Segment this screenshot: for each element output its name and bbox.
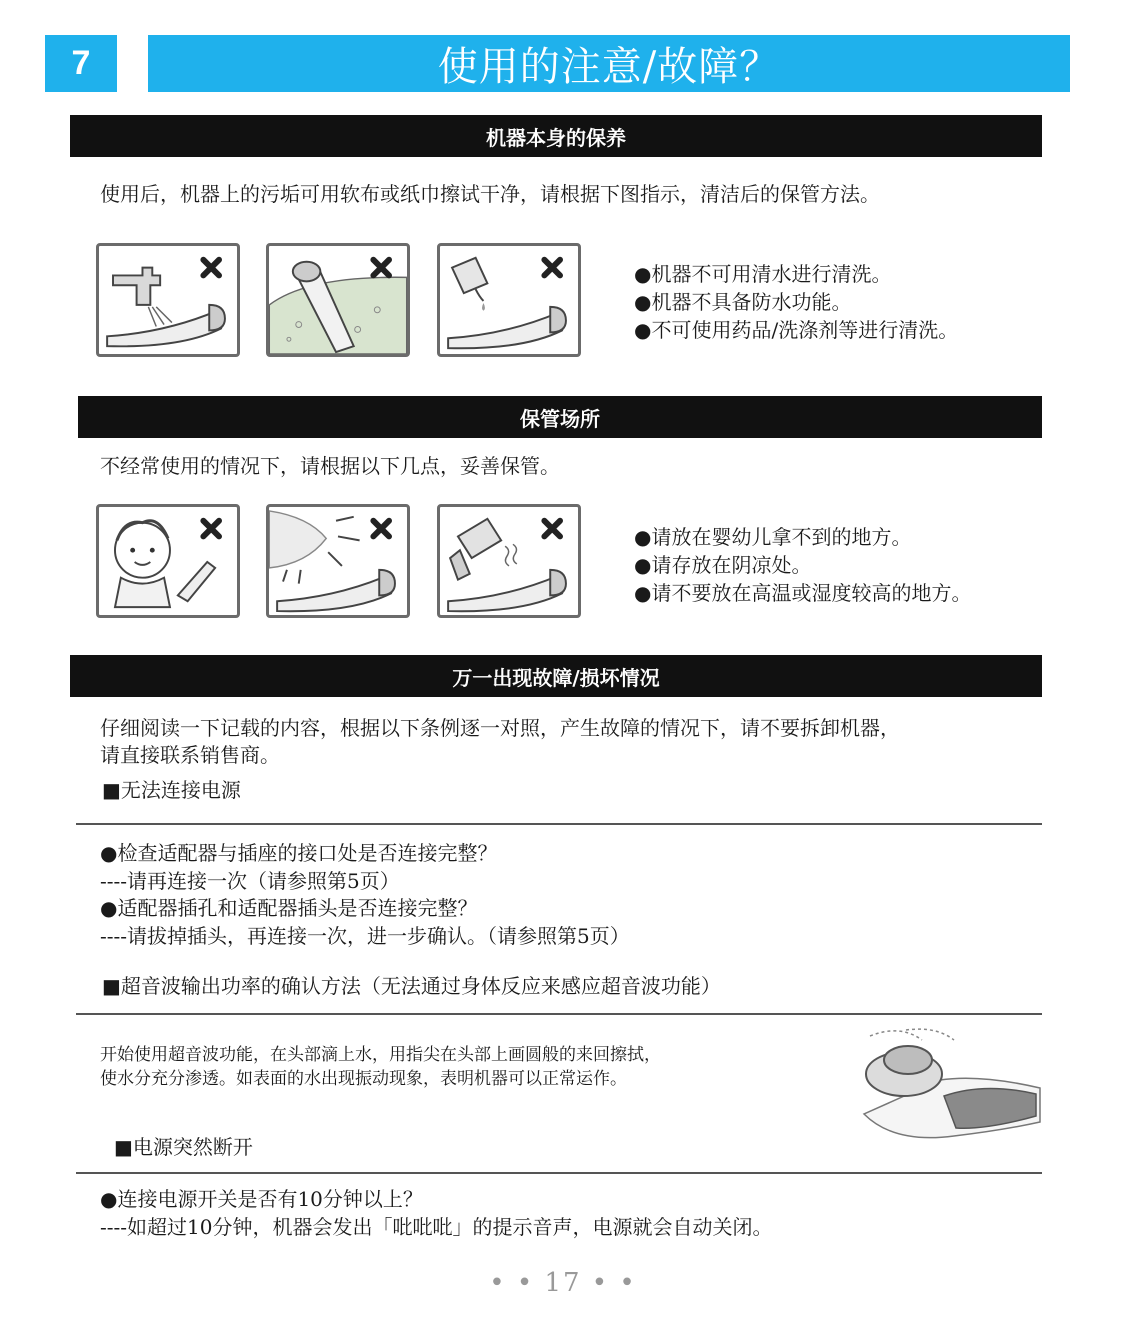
maintenance-bullet-list (634, 260, 958, 344)
issue-title-power-off: ■电源突然断开 (114, 1135, 253, 1159)
divider (76, 1172, 1042, 1174)
section-heading-troubleshooting: 万一出现故障/损坏情况 (70, 655, 1042, 697)
divider (76, 823, 1042, 825)
section-heading-storage: 保管场所 (78, 396, 1042, 438)
issue-line: ●适配器插孔和适配器插头是否连接完整？ (100, 896, 478, 920)
list-item: ●机器不具备防水功能。 (634, 290, 852, 314)
list-item: ●不可使用药品/洗涤剂等进行清洗。 (634, 318, 959, 342)
storage-bullet-list (634, 523, 971, 607)
issue-line: ----请再连接一次（请参照第5页） (100, 869, 400, 893)
issue-line: ----请拔掉插头，再连接一次，进一步确认。（请参照第5页） (100, 924, 630, 948)
issue-line: ●检查适配器与插座的接口处是否连接完整？ (100, 841, 498, 865)
section-heading-maintenance: 机器本身的保养 (70, 115, 1042, 157)
chemical-detergent-icon (437, 243, 581, 357)
issue-line: 开始使用超音波功能，在头部滴上水，用指尖在头部上画圆般的来回擦拭， (100, 1045, 661, 1065)
divider (76, 1013, 1042, 1015)
child-reach-icon (96, 504, 240, 618)
list-item: ●请存放在阴凉处。 (634, 553, 812, 577)
page-title: 使用的注意/故障？ (148, 35, 1070, 92)
list-item: ●请放在婴幼儿拿不到的地方。 (634, 525, 912, 549)
issue-line: 使水分充分渗透。如表面的水出现振动现象，表明机器可以正常运作。 (100, 1069, 627, 1089)
page-number: • • 17 • • (489, 1268, 637, 1298)
section-intro-maintenance: 使用后，机器上的污垢可用软布或纸巾擦试干净，请根据下图指示，清洁后的保管方法。 (100, 182, 880, 206)
section-intro-storage: 不经常使用的情况下，请根据以下几点，妥善保管。 (100, 454, 560, 478)
device-head-illustration-icon (856, 1024, 1044, 1144)
issue-line: ●连接电源开关是否有10分钟以上？ (100, 1187, 423, 1211)
troubleshooting-intro-line1: 仔细阅读一下记载的内容，根据以下条例逐一对照，产生故障的情况下，请不要拆卸机器， (100, 716, 900, 740)
faucet-water-icon (96, 243, 240, 357)
chapter-number-badge: 7 (45, 35, 117, 92)
list-item: ●请不要放在高温或湿度较高的地方。 (634, 581, 972, 605)
issue-line: ----如超过10分钟，机器会发出「吡吡吡」的提示音声，电源就会自动关闭。 (100, 1215, 773, 1239)
troubleshooting-intro-line2: 请直接联系销售商。 (100, 743, 280, 767)
issue-title-no-power: ■无法连接电源 (102, 778, 241, 802)
list-item: ●机器不可用清水进行清洗。 (634, 262, 892, 286)
humidifier-steam-icon (437, 504, 581, 618)
issue-title-ultrasonic-check: ■超音波输出功率的确认方法（无法通过身体反应来感应超音波功能） (102, 974, 721, 998)
submerged-in-water-icon (266, 243, 410, 357)
sunlight-icon (266, 504, 410, 618)
